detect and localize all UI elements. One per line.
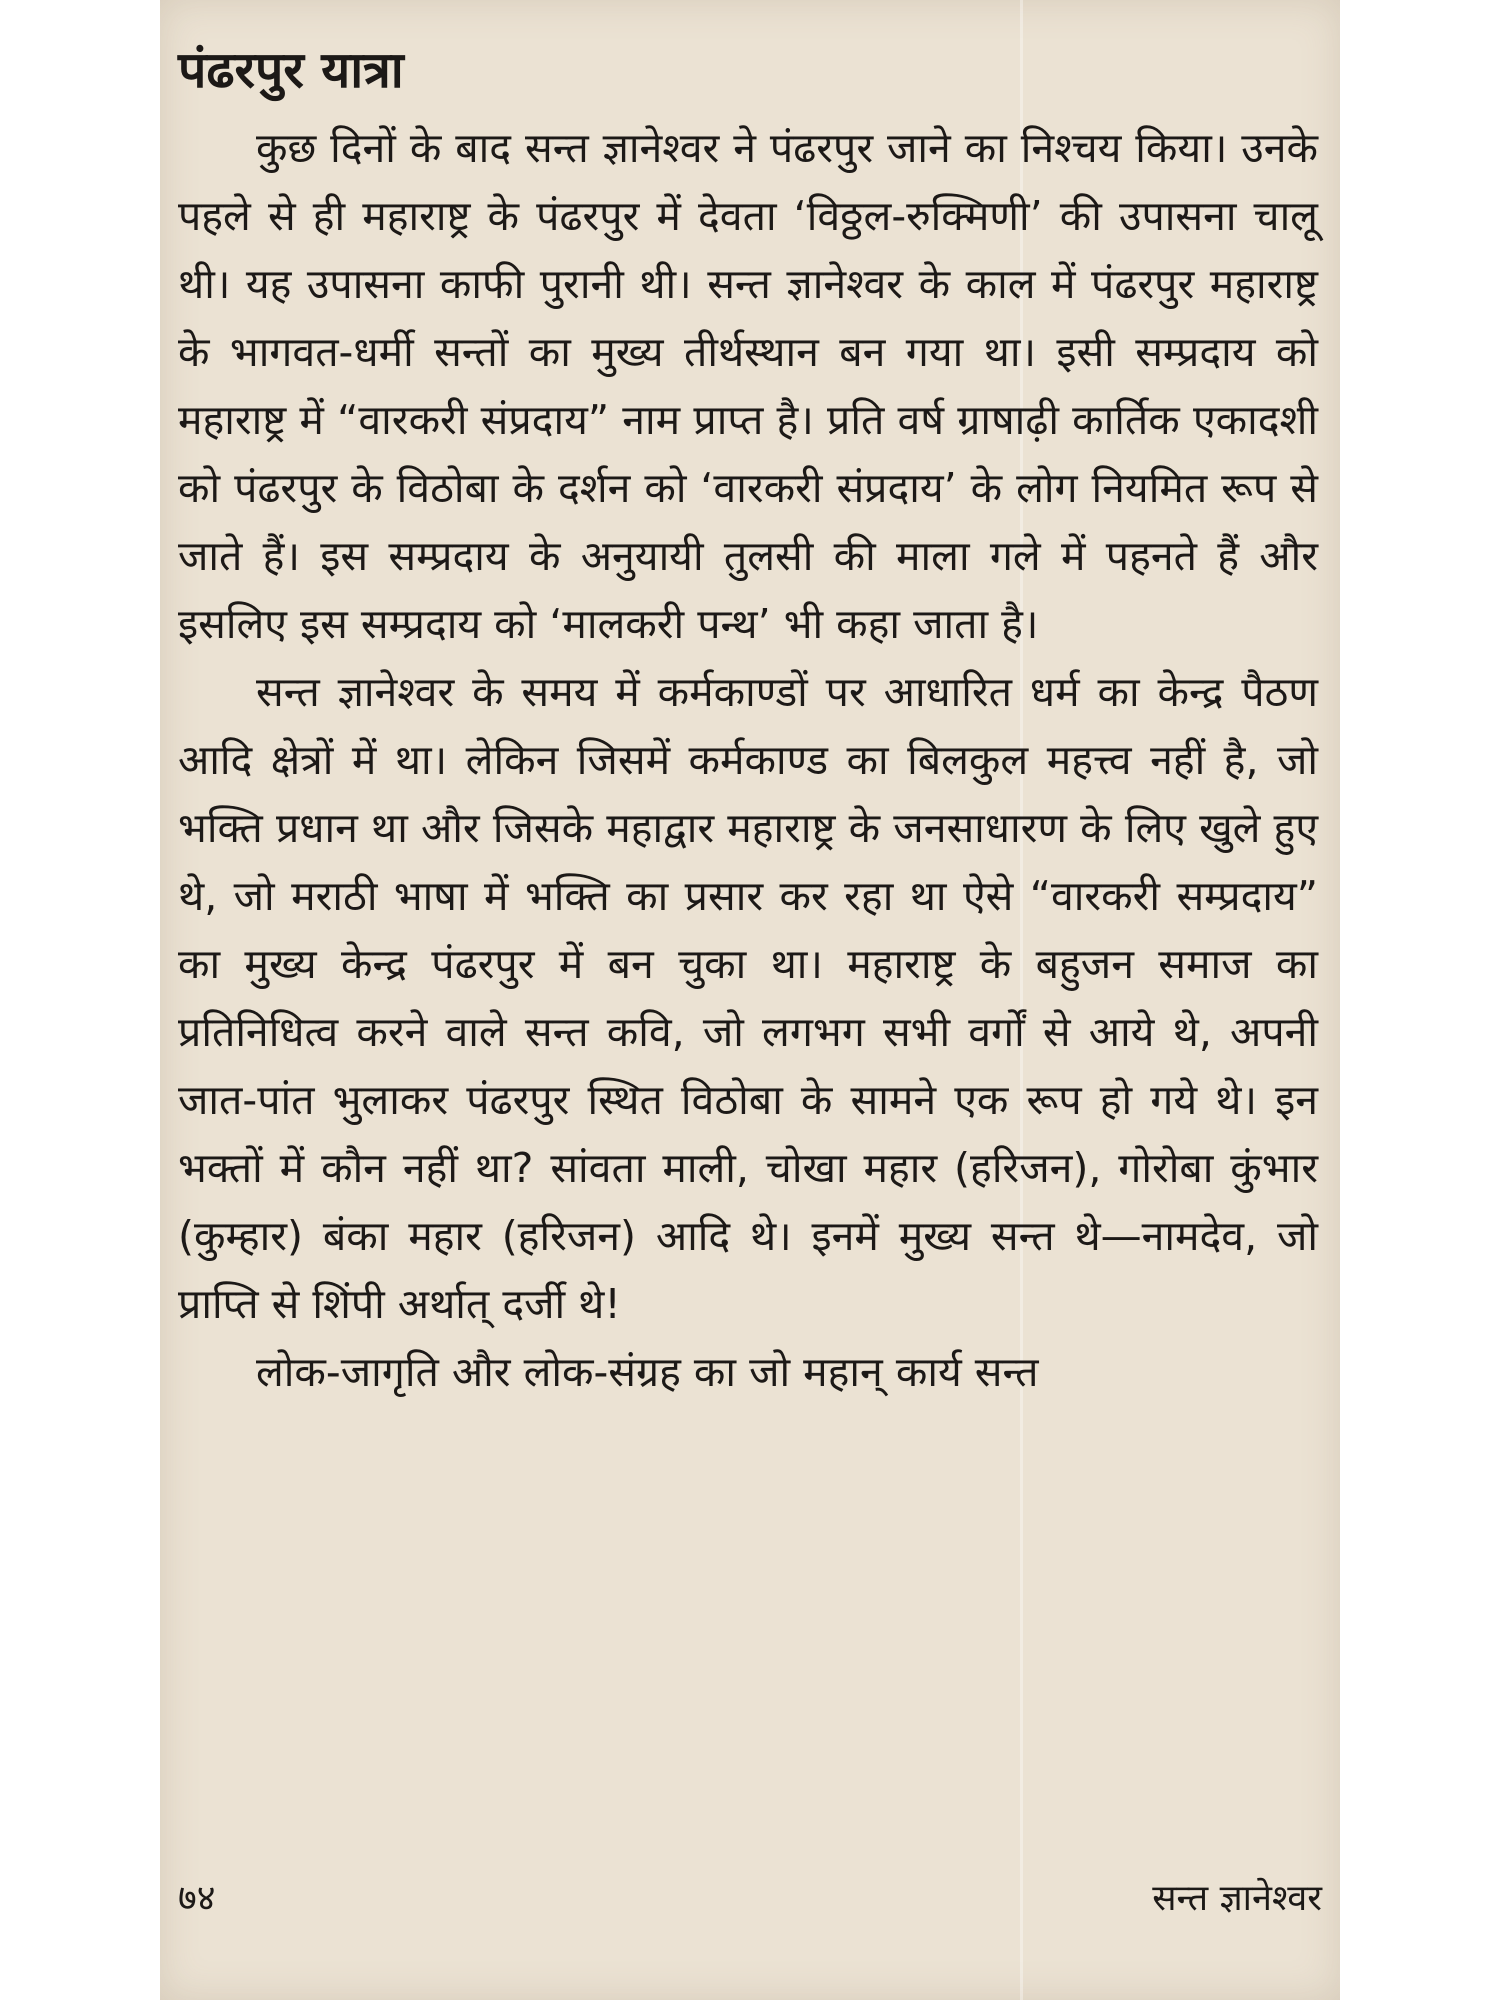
page-content bbox=[178, 40, 1318, 1406]
paragraph-1: कुछ दिनों के बाद सन्त ज्ञानेश्वर ने पंढरपुर जाने का निश्चय किया। उनके पहले से ही महाराष्ट्र के पंढरपुर में देवता ‘विठ्ठल-रुक्मिणी’ की उपासना चालू थी। यह उपासना काफी पुरानी थी। सन्त ज्ञानेश्वर के काल में पंढरपुर महाराष्ट्र के भागवत-धर्मी सन्तों का मुख्य तीर्थस्थान बन गया था। इसी सम्प्रदाय को महाराष्ट्र में “वारकरी संप्रदाय” नाम प्राप्त है। प्रति वर्ष ग्राषाढ़ी कार्तिक एकादशी को पंढरपुर के विठोबा के दर्शन को ‘वारकरी संप्रदाय’ के लोग नियमित रूप से जाते हैं। इस सम्प्रदाय के अनुयायी तुलसी की माला गले में पहनते हैं और इसलिए इस सम्प्रदाय को ‘मालकरी पन्थ’ भी कहा जाता है। bbox=[178, 124, 1318, 648]
page-footer bbox=[178, 1872, 1322, 1932]
book-page bbox=[160, 0, 1340, 2000]
paragraph-3: लोक-जागृति और लोक-संग्रह का जो महान् कार्य सन्त bbox=[256, 1348, 1039, 1396]
running-title: सन्त ज्ञानेश्वर bbox=[1152, 1878, 1322, 1919]
chapter-heading: पंढरपुर यात्रा bbox=[178, 41, 404, 99]
page-number: ७४ bbox=[178, 1878, 216, 1919]
paragraph-2: सन्त ज्ञानेश्वर के समय में कर्मकाण्डों पर आधारित धर्म का केन्द्र पैठण आदि क्षेत्रों में था। लेकिन जिसमें कर्मकाण्ड का बिलकुल महत्त्व नहीं है, जो भक्ति प्रधान था और जिसके महाद्वार महाराष्ट्र के जनसाधारण के लिए खुले हुए थे, जो मराठी भाषा में भक्ति का प्रसार कर रहा था ऐसे “वारकरी सम्प्रदाय” का मुख्य केन्द्र पंढरपुर में बन चुका था। महाराष्ट्र के बहुजन समाज का प्रतिनिधित्व करने वाले सन्त कवि, जो लगभग सभी वर्गों से आये थे, अपनी जात-पांत भुलाकर पंढरपुर स्थित विठोबा के सामने एक रूप हो गये थे। इन भक्तों में कौन नहीं था? सांवता माली, चोखा महार (हरिजन), गोरोबा कुंभार (कुम्हार) बंका महार (हरिजन) आदि थे। इनमें मुख्य सन्त थे—नामदेव, जो प्राप्ति से शिंपी अर्थात् दर्जी थे! bbox=[178, 668, 1318, 1328]
